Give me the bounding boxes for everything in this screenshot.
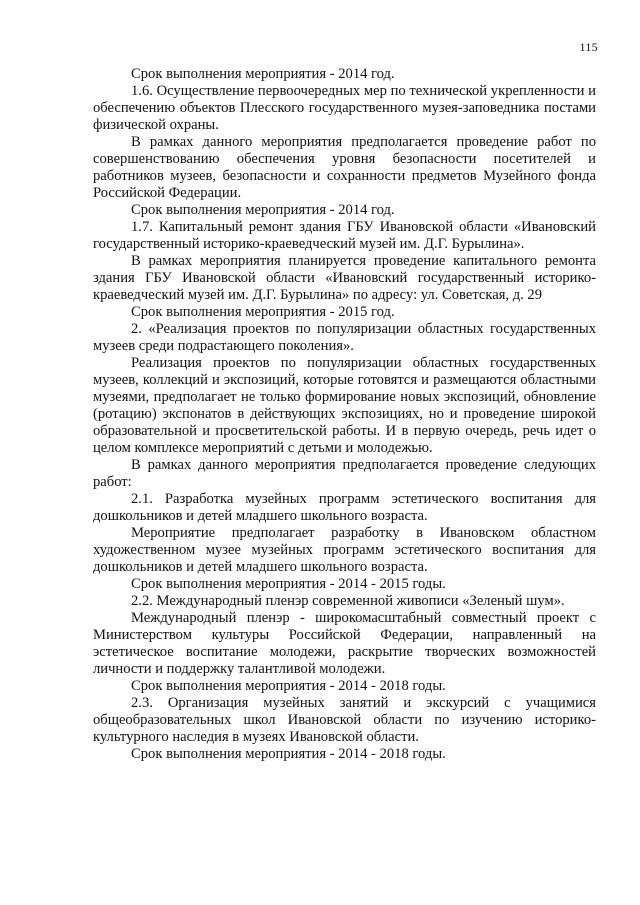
paragraph-item-1-6-description: В рамках данного мероприятия предполагается проведение работ по совершенствованию обеспечения уровня безопасности посетителей и работников музеев, безопасности и сохранности предметов Музейного фонда Российской Федерации. — [93, 134, 596, 201]
paragraph-item-1-6: 1.6. Осуществление первоочередных мер по технической укрепленности и обеспечению объектов Плесского государственного музея-заповедника постами физической охраны. — [93, 83, 596, 133]
paragraph-deadline-2-1: Срок выполнения мероприятия - 2014 - 2015 годы. — [131, 576, 446, 592]
paragraph-section-2-description: Реализация проектов по популяризации областных государственных музеев, коллекций и экспозиций, которые готовятся и размещаются областными музеями, предполагает не только формирование новых экспозиций, обновление (ротацию) экспонатов в действующих экспозициях, но и проведение широкой образовательной и просветительской работы. И в первую очередь, речь идет о целом комплексе мероприятий с детьми и молодежью. — [93, 355, 596, 456]
paragraph-item-1-7-description: В рамках мероприятия планируется проведение капитального ремонта здания ГБУ Ивановской области «Ивановский государственный историко-краеведческий музей им. Д.Г. Бурылина» по адресу: ул. Советская, д. 29 — [93, 253, 596, 303]
paragraph-deadline-1-6: Срок выполнения мероприятия - 2014 год. — [131, 202, 395, 218]
paragraph-item-2-1-description: Мероприятие предполагает разработку в Ивановском областном художественном музее музейных программ эстетического воспитания для дошкольников и детей младшего школьного возраста. — [93, 525, 596, 575]
paragraph-section-2-works-intro: В рамках данного мероприятия предполагается проведение следующих работ: — [93, 457, 596, 490]
paragraph-section-2: 2. «Реализация проектов по популяризации областных государственных музеев среди подрастающего поколения». — [93, 321, 596, 354]
document-body — [93, 66, 596, 763]
paragraph-item-2-1: 2.1. Разработка музейных программ эстетического воспитания для дошкольников и детей младшего школьного возраста. — [93, 491, 596, 524]
paragraph-item-2-2: 2.2. Международный пленэр современной живописи «Зеленый шум». — [131, 593, 565, 609]
paragraph-item-2-3: 2.3. Организация музейных занятий и экскурсий с учащимися общеобразовательных школ Ивановской области по изучению историко-культурного наследия в музеях Ивановской области. — [93, 695, 596, 745]
paragraph-item-2-2-description: Международный пленэр - широкомасштабный совместный проект с Министерством культуры Российской Федерации, направленный на эстетическое воспитание молодежи, раскрытие творческих возможностей личности и поддержку талантливой молодежи. — [93, 610, 596, 677]
paragraph-item-1-7: 1.7. Капитальный ремонт здания ГБУ Ивановской области «Ивановский государственный историко-краеведческий музей им. Д.Г. Бурылина». — [93, 219, 596, 252]
paragraph-deadline-1-7: Срок выполнения мероприятия - 2015 год. — [131, 304, 395, 320]
paragraph-deadline-2-3: Срок выполнения мероприятия - 2014 - 2018 годы. — [131, 746, 446, 762]
paragraph-deadline-2-2: Срок выполнения мероприятия - 2014 - 2018 годы. — [131, 678, 446, 694]
paragraph-deadline-1-5: Срок выполнения мероприятия - 2014 год. — [131, 66, 395, 82]
page-number: 115 — [579, 40, 598, 54]
